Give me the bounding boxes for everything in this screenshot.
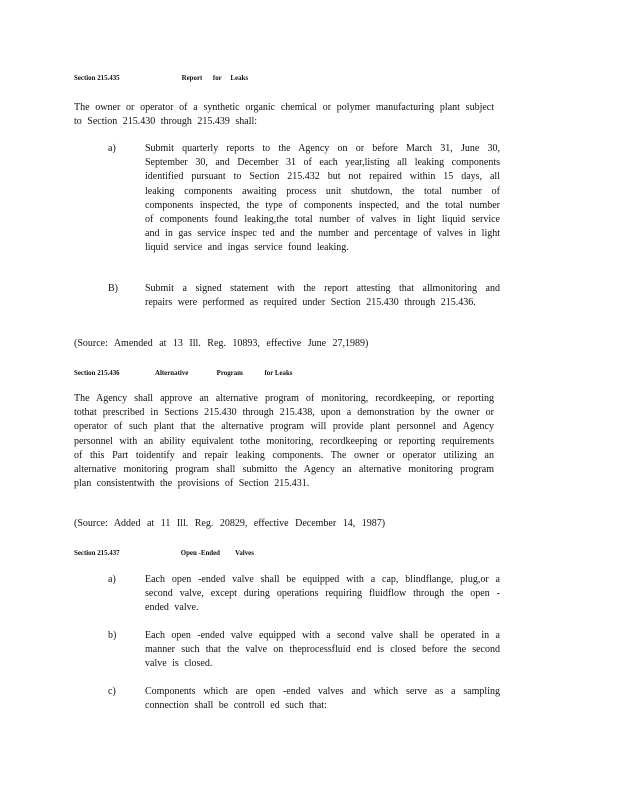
list-item-label: b) bbox=[108, 630, 117, 641]
list-item bbox=[108, 282, 500, 326]
list-item bbox=[108, 629, 500, 673]
section-title-word: for bbox=[212, 73, 222, 82]
section-heading bbox=[74, 368, 295, 378]
section-title-word: Open -Ended bbox=[180, 548, 221, 557]
section-title-word: Program bbox=[216, 368, 243, 377]
list-item-text: Components which are open -ended valves and which serve as a sampling connection shall be controll ed such that: bbox=[145, 686, 500, 712]
section-title-word: Valves bbox=[235, 548, 254, 557]
list-item-label: B) bbox=[108, 283, 118, 294]
section-number: Section 215.437 bbox=[74, 548, 120, 557]
list-item-text: Submit quarterly reports to the Agency on or before March 31, June 30, September 30, and December 31 of each year,listing all leaking components identified pursuant to Section 215.432 but not repaired within 15 days, all leaking components awaiting process unit shutdown, the total number of components inspected, the type of components inspected, and the total number of components found leaking,the total number of valves in light liquid service and in gas service inspec ted and the number and percentage of valves in light liquid service and ingas service found leaking. bbox=[145, 143, 500, 254]
list-item-text: Each open -ended valve shall be equipped with a cap, blindflange, plug,or a second valve, except during operations requiring fluidflow through the open -ended valve. bbox=[145, 574, 500, 614]
list-item-text: Submit a signed statement with the report attesting that allmonitoring and repairs were performed as required under Section 215.430 through 215.436. bbox=[145, 283, 500, 309]
section-title-word: Leaks bbox=[230, 73, 249, 82]
section-title-word: for Leaks bbox=[264, 368, 293, 377]
section-intro: The Agency shall approve an alternative program of monitoring, recordkeeping, or reporting tothat prescribed in Sections 215.430 through 215.438, upon a demonstration by the owner or operator of such plant that the alternative program will provide plant personnel and Agency personnel with an ability equivalent tothe monitoring, recordkeeping or reporting requirements of this Part toidentify and repair leaking components. The owner or operator utilizing an alternative monitoring program shall submitto the Agency an alternative monitoring program plan consistentwith the provisions of Section 215.431. bbox=[74, 393, 494, 490]
section-number: Section 215.435 bbox=[74, 73, 120, 82]
section-title-word: Report bbox=[181, 73, 203, 82]
list-item-label: a) bbox=[108, 143, 116, 154]
source-note: (Source: Amended at 13 Ill. Reg. 10893, effective June 27,1989) bbox=[74, 338, 369, 349]
section-number: Section 215.436 bbox=[74, 368, 120, 377]
list-item bbox=[108, 685, 500, 715]
list-item-text: Each open -ended valve equipped with a second valve shall be operated in a manner such that the valve on theprocessfluid end is closed before the second valve is closed. bbox=[145, 630, 500, 670]
source-note: (Source: Added at 11 Ill. Reg. 20829, effective December 14, 1987) bbox=[74, 518, 386, 529]
section-heading bbox=[74, 73, 258, 83]
list-item bbox=[108, 573, 500, 617]
section-heading bbox=[74, 548, 258, 558]
list-item bbox=[108, 142, 500, 272]
list-item-label: c) bbox=[108, 686, 116, 697]
section-title-word: Alternative bbox=[154, 368, 189, 377]
section-intro: The owner or operator of a synthetic organic chemical or polymer manufacturing plant subject to Section 215.430 through 215.439 shall: bbox=[74, 102, 494, 128]
list-item-label: a) bbox=[108, 574, 116, 585]
